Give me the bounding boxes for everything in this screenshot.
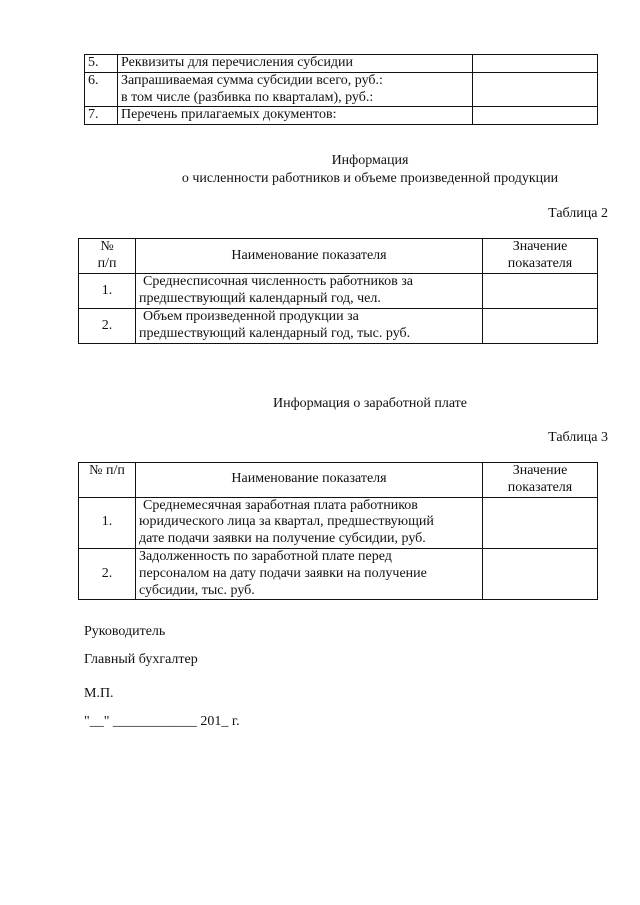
row-value-cell[interactable] <box>483 274 598 309</box>
header-indicator: Наименование показателя <box>136 239 483 274</box>
header-number <box>79 239 136 274</box>
head-signature-label: Руководитель <box>84 624 166 639</box>
header-value-line: Значение <box>512 239 568 255</box>
row-number: 2. <box>79 309 136 344</box>
row-number: 1. <box>79 497 136 548</box>
row-label <box>136 274 483 309</box>
table-row <box>85 72 598 107</box>
row-label-line: юридического лица за квартал, предшествующий <box>139 514 434 530</box>
row-value-cell[interactable] <box>473 72 598 107</box>
row-value-cell[interactable] <box>483 548 598 599</box>
table2-caption: Таблица 2 <box>548 206 608 221</box>
header-number: № п/п <box>79 463 136 498</box>
header-number-line: п/п <box>97 256 117 271</box>
row-label <box>136 548 483 599</box>
table-row <box>79 548 598 599</box>
row-label-line: Реквизиты для перечисления субсидии <box>121 55 354 70</box>
row-label-line: Запрашиваемая сумма субсидии всего, руб.: <box>121 72 383 88</box>
section2-subtitle: о численности работников и объеме произведенной продукции <box>181 171 559 186</box>
row-value-cell[interactable] <box>483 309 598 344</box>
workforce-table <box>78 238 598 344</box>
row-value-cell[interactable] <box>473 55 598 73</box>
table3-caption: Таблица 3 <box>548 430 608 445</box>
row-value-cell[interactable] <box>483 497 598 548</box>
table-row <box>85 107 598 125</box>
table-header-row <box>79 463 598 498</box>
row-label-line: субсидии, тыс. руб. <box>139 582 255 598</box>
row-label <box>118 55 473 73</box>
row-label-line: предшествующий календарный год, чел. <box>139 291 381 306</box>
row-label-line: в том числе (разбивка по кварталам), руб.: <box>121 89 374 105</box>
row-label-line: Среднемесячная заработная плата работников <box>143 497 418 513</box>
row-label-line: Перечень прилагаемых документов: <box>121 107 337 123</box>
header-number-line: № <box>100 239 114 255</box>
table-row <box>79 309 598 344</box>
table-row <box>85 55 598 73</box>
row-label <box>118 72 473 107</box>
row-label-line: предшествующий календарный год, тыс. руб. <box>139 326 411 341</box>
header-value-line: показателя <box>507 256 573 271</box>
subsidy-details-table <box>84 54 598 125</box>
row-label-line: персоналом на дату подачи заявки на получение <box>139 565 427 581</box>
row-number: 2. <box>79 548 136 599</box>
header-value-line: Значение <box>512 463 568 478</box>
row-number: 6. <box>85 72 118 107</box>
row-label-line: Объем произведенной продукции за <box>143 309 359 325</box>
row-value-cell[interactable] <box>473 107 598 125</box>
section3-title: Информация о заработной плате <box>272 396 468 411</box>
table-header-row <box>79 239 598 274</box>
table-row <box>79 274 598 309</box>
table-row <box>79 497 598 548</box>
row-label <box>136 497 483 548</box>
stamp-label: М.П. <box>84 686 114 701</box>
header-value <box>483 239 598 274</box>
row-label <box>118 107 473 125</box>
date-line: "__" ____________ 201_ г. <box>84 714 240 729</box>
accountant-signature-label: Главный бухгалтер <box>84 652 198 667</box>
header-value-line: показателя <box>507 479 573 495</box>
row-number: 5. <box>85 55 118 73</box>
wages-table <box>78 462 598 600</box>
header-indicator: Наименование показателя <box>136 463 483 498</box>
row-label-line: Задолженность по заработной плате перед <box>139 548 392 564</box>
row-number: 1. <box>79 274 136 309</box>
section2-title: Информация <box>331 153 409 168</box>
row-label-line: Среднесписочная численность работников за <box>143 274 413 290</box>
row-label-line: дате подачи заявки на получение субсидии, руб. <box>139 531 426 547</box>
row-number: 7. <box>85 107 118 125</box>
row-label <box>136 309 483 344</box>
header-value <box>483 463 598 498</box>
